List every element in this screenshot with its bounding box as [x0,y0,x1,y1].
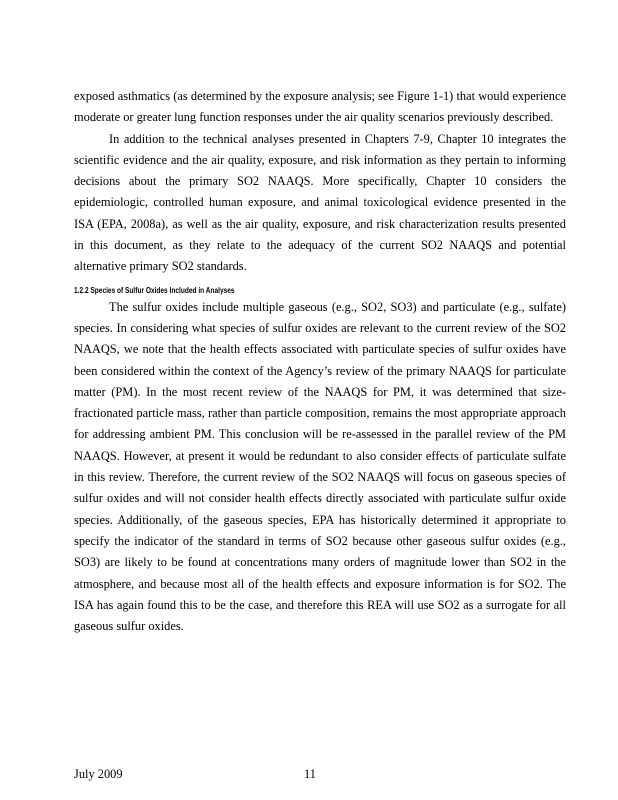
paragraph-sulfur-oxides-species: The sulfur oxides include multiple gaseous (e.g., SO2, SO3) and particulate (e.g., sulfate) species. In considering what species of sulfur oxides are relevant to the current review of the SO2 NAAQS, we note that the health effects associated with particulate species of sulfur oxides have been considered within the context of the Agency’s review of the primary NAAQS for particulate matter (PM). In the most recent review of the NAAQS for PM, it was determined that size-fractionated particle mass, rather than particle composition, remains the most appropriate approach for addressing ambient PM. This conclusion will be re-assessed in the parallel review of the PM NAAQS. However, at present it would be redundant to also consider effects of particulate sulfate in this review. Therefore, the current review of the SO2 NAAQS will focus on gaseous species of sulfur oxides and will not consider health effects directly associated with particulate sulfur oxide species. Additionally, of the gaseous species, EPA has historically determined it appropriate to specify the indicator of the standard in terms of SO2 because other gaseous sulfur oxides (e.g., SO3) are likely to be found at concentrations many orders of magnitude lower than SO2 in the atmosphere, and because most all of the health effects and exposure information is for SO2. The ISA has again found this to be the case, and therefore this REA will use SO2 as a surrogate for all gaseous sulfur oxides. [74,299,566,634]
document-body [74,86,566,637]
footer-date: July 2009 [74,767,123,781]
section-heading: 1.2.2 Species of Sulfur Oxides Included in Analyses [74,285,235,295]
paragraph-continuation: exposed asthmatics (as determined by the exposure analysis; see Figure 1-1) that would experience moderate or greater lung function responses under the air quality scenarios previously described. [74,89,566,125]
page-footer [74,766,544,782]
page-number: 11 [304,767,316,781]
paragraph-chapter-10-summary: In addition to the technical analyses presented in Chapters 7-9, Chapter 10 integrates the scientific evidence and the air quality, exposure, and risk information as they pertain to informing decisions about the primary SO2 NAAQS. More specifically, Chapter 10 considers the epidemiologic, controlled human exposure, and animal toxicological evidence presented in the ISA (EPA, 2008a), as well as the air quality, exposure, and risk characterization results presented in this document, as they relate to the adequacy of the current SO2 NAAQS and potential alternative primary SO2 standards. [74,131,566,274]
